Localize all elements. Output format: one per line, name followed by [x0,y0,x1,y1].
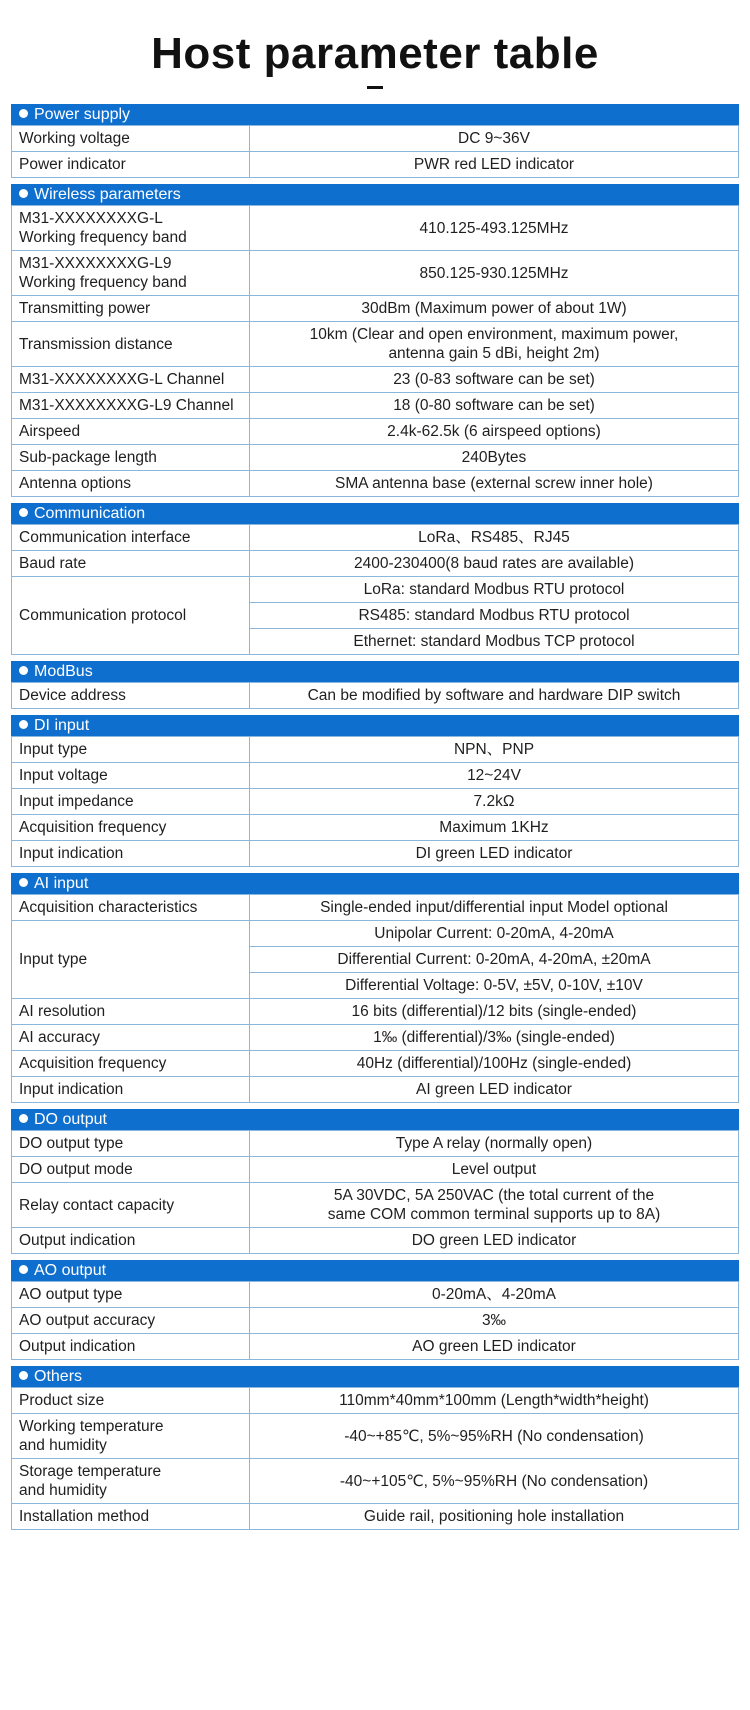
cell-text: Input type [19,741,88,758]
table-row [12,999,739,1025]
cell-text: DI green LED indicator [415,845,573,862]
parameter-value [250,445,739,471]
parameter-label [12,551,250,577]
parameter-label [12,1077,250,1103]
section-wireless-parameters [11,184,739,497]
cell-text: Guide rail, positioning hole installation [363,1508,625,1525]
cell-text: and humidity [19,1437,107,1454]
parameter-label [12,683,250,709]
cell-text: antenna gain 5 dBi, height 2m) [388,345,600,362]
section-others [11,1366,739,1530]
parameter-label [12,763,250,789]
parameter-value [250,322,739,367]
cell-text: Communication interface [19,529,191,546]
parameter-value [250,1308,739,1334]
table-row [12,367,739,393]
table-row [12,206,739,251]
parameter-value [250,1025,739,1051]
parameter-label [12,445,250,471]
bullet-icon [19,666,28,675]
table-row [12,322,739,367]
cell-text: -40~+85℃, 5%~95%RH (No condensation) [344,1427,644,1445]
cell-text: M31-XXXXXXXXG-L9 [19,255,172,272]
cell-text: 850.125-930.125MHz [419,264,569,282]
parameter-value [250,206,739,251]
table-row [12,1414,739,1459]
parameter-label [12,1282,250,1308]
cell-text: Acquisition characteristics [19,899,198,916]
parameter-label [12,1051,250,1077]
cell-text: Type A relay (normally open) [395,1135,593,1152]
table-row [12,683,739,709]
cell-text: -40~+105℃, 5%~95%RH (No condensation) [339,1472,649,1490]
parameter-value [250,1282,739,1308]
parameter-table [11,736,739,867]
section-ao-output [11,1260,739,1360]
cell-text: SMA antenna base (external screw inner hole) [335,475,653,492]
cell-text: Maximum 1KHz [439,819,549,836]
parameter-label [12,815,250,841]
section-title: Communication [34,505,146,522]
parameter-value [250,1131,739,1157]
table-row [12,737,739,763]
cell-text: Working temperature [19,1418,164,1435]
table-row [12,815,739,841]
parameter-value [250,1504,739,1530]
parameter-value [250,1459,739,1504]
section-ai-input [11,873,739,1103]
cell-text: AI resolution [19,1003,106,1020]
cell-text: 110mm*40mm*100mm (Length*width*height) [339,1392,649,1409]
parameter-label [12,789,250,815]
cell-text: Storage temperature [19,1463,162,1480]
parameter-value [250,921,739,947]
cell-text: Output indication [19,1232,136,1249]
section-title: Wireless parameters [34,186,181,203]
parameter-value [250,1157,739,1183]
cell-text: Communication protocol [19,607,187,624]
table-row [12,1228,739,1254]
parameter-label [12,251,250,296]
parameter-value [250,577,739,603]
cell-text: Working frequency band [19,274,187,291]
cell-text: Input indication [19,845,124,862]
parameter-label [12,1388,250,1414]
parameter-label [12,525,250,551]
section-header [11,1260,739,1281]
cell-text: Unipolar Current: 0-20mA, 4-20mA [374,925,614,942]
parameter-label [12,367,250,393]
parameter-value [250,126,739,152]
cell-text: Input impedance [19,793,134,810]
parameter-label [12,1228,250,1254]
cell-text: 2.4k-62.5k (6 airspeed options) [387,423,601,440]
parameter-value [250,1051,739,1077]
table-row [12,921,739,947]
table-row [12,763,739,789]
parameter-label [12,1504,250,1530]
parameter-label [12,895,250,921]
cell-text: Input indication [19,1081,124,1098]
section-header [11,104,739,125]
cell-text: 2400-230400(8 baud rates are available) [353,555,635,572]
parameter-value [250,841,739,867]
cell-text: Input voltage [19,767,108,784]
parameter-table [11,524,739,655]
table-row [12,577,739,603]
table-row [12,393,739,419]
parameter-label [12,1157,250,1183]
parameter-value [250,419,739,445]
parameter-label [12,1183,250,1228]
parameter-value [250,947,739,973]
section-power-supply [11,104,739,178]
cell-text: AO output accuracy [19,1312,156,1329]
parameter-value [250,1228,739,1254]
cell-text: same COM common terminal supports up to 8A) [327,1206,661,1223]
parameter-label [12,393,250,419]
cell-text: 5A 30VDC, 5A 250VAC (the total current of the [333,1187,655,1204]
cell-text: 30dBm (Maximum power of about 1W) [361,300,627,317]
parameter-value [250,1077,739,1103]
cell-text: Transmission distance [19,335,173,353]
cell-text: 18 (0-80 software can be set) [393,397,595,414]
table-row [12,1308,739,1334]
parameter-value [250,1334,739,1360]
cell-text: Acquisition frequency [19,819,167,836]
cell-text: LoRa、RS485、RJ45 [418,529,570,546]
section-communication [11,503,739,655]
table-row [12,841,739,867]
cell-text: Power indicator [19,156,126,173]
parameter-label [12,737,250,763]
parameter-label [12,999,250,1025]
table-row [12,445,739,471]
parameter-label [12,841,250,867]
bullet-icon [19,720,28,729]
parameter-label [12,1414,250,1459]
cell-text: 410.125-493.125MHz [419,219,569,237]
parameter-label [12,471,250,497]
parameter-value [250,551,739,577]
section-header [11,1366,739,1387]
cell-text: M31-XXXXXXXXG-L Channel [19,371,225,388]
bullet-icon [19,109,28,118]
parameter-table [11,1387,739,1530]
parameter-label [12,1025,250,1051]
cell-text: 240Bytes [461,449,527,466]
cell-text: Transmitting power [19,300,151,317]
bullet-icon [19,508,28,517]
cell-text: NPN、PNP [453,741,535,758]
parameter-table [11,205,739,497]
parameter-value [250,603,739,629]
cell-text: Ethernet: standard Modbus TCP protocol [353,633,635,650]
cell-text: M31-XXXXXXXXG-L9 Channel [19,397,234,414]
section-title: AO output [34,1262,107,1279]
section-title: Others [34,1368,83,1385]
cell-text: Working voltage [19,130,130,147]
table-row [12,1025,739,1051]
cell-text: 23 (0-83 software can be set) [393,371,595,388]
cell-text: AO output type [19,1286,123,1303]
parameter-value [250,895,739,921]
section-do-output [11,1109,739,1254]
table-row [12,1282,739,1308]
cell-text: LoRa: standard Modbus RTU protocol [363,581,625,598]
parameter-value [250,525,739,551]
parameter-value [250,973,739,999]
table-row [12,1504,739,1530]
table-row [12,471,739,497]
section-title: Power supply [34,106,131,123]
cell-text: DO output mode [19,1161,133,1178]
parameter-table [11,1281,739,1360]
table-row [12,251,739,296]
page-title: Host parameter table [151,29,599,78]
section-header [11,873,739,894]
parameter-value [250,152,739,178]
cell-text: Airspeed [19,423,81,440]
parameter-value [250,393,739,419]
cell-text: 3‰ [481,1312,507,1329]
table-row [12,1077,739,1103]
section-title: DO output [34,1111,107,1128]
parameter-table [11,682,739,709]
cell-text: PWR red LED indicator [413,156,575,173]
bullet-icon [19,1371,28,1380]
table-row [12,152,739,178]
parameter-table [11,125,739,178]
bullet-icon [19,1265,28,1274]
cell-text: 10km (Clear and open environment, maximum power, [309,326,679,343]
cell-text: 0-20mA、4-20mA [431,1286,557,1303]
parameter-label [12,419,250,445]
cell-text: 40Hz (differential)/100Hz (single-ended) [356,1055,632,1072]
cell-text: DO green LED indicator [411,1232,577,1249]
cell-text: Differential Voltage: 0-5V, ±5V, 0-10V, ±10V [345,977,643,994]
bullet-icon [19,189,28,198]
section-header [11,1109,739,1130]
table-row [12,789,739,815]
cell-text: Differential Current: 0-20mA, 4-20mA, ±20mA [337,951,651,968]
cell-text: Acquisition frequency [19,1055,167,1072]
cell-text: Installation method [19,1508,150,1525]
parameter-label [12,296,250,322]
section-header [11,503,739,524]
cell-text: Level output [451,1161,537,1178]
table-row [12,126,739,152]
cell-text: Output indication [19,1338,136,1355]
cell-text: AI green LED indicator [416,1081,572,1098]
cell-text: DO output type [19,1135,124,1152]
section-header [11,715,739,736]
parameter-label [12,1131,250,1157]
cell-text: and humidity [19,1482,107,1499]
cell-text: M31-XXXXXXXXG-L [19,210,163,227]
parameter-value [250,763,739,789]
parameter-label [12,1459,250,1504]
cell-text: 12~24V [467,767,521,784]
parameter-label [12,322,250,367]
parameter-value [250,999,739,1025]
section-di-input [11,715,739,867]
section-title: ModBus [34,663,93,680]
table-row [12,296,739,322]
parameter-value [250,1183,739,1228]
parameter-value [250,1414,739,1459]
parameter-label [12,152,250,178]
cell-text: Antenna options [19,475,132,492]
parameter-value [250,629,739,655]
cell-text: Baud rate [19,555,87,572]
parameter-label [12,1308,250,1334]
parameter-value [250,367,739,393]
cell-text: 1‰ (differential)/3‰ (single-ended) [373,1029,615,1046]
parameter-label [12,206,250,251]
cell-text: Device address [19,687,126,704]
cell-text: AO green LED indicator [412,1338,576,1355]
cell-text: 7.2kΩ [473,793,515,810]
cell-text: Relay contact capacity [19,1196,175,1214]
parameter-label [12,1334,250,1360]
section-title: DI input [34,717,90,734]
table-row [12,895,739,921]
cell-text: 16 bits (differential)/12 bits (single-ended) [351,1003,637,1020]
parameter-table [11,1130,739,1254]
cell-text: Sub-package length [19,449,157,466]
parameter-value [250,251,739,296]
section-modbus [11,661,739,709]
parameter-value [250,815,739,841]
table-row [12,1131,739,1157]
cell-text: Single-ended input/differential input Model optional [320,899,668,916]
parameter-value [250,789,739,815]
table-row [12,1183,739,1228]
table-row [12,525,739,551]
cell-text: Product size [19,1392,105,1409]
cell-text: DC 9~36V [458,130,530,147]
parameter-table [11,894,739,1103]
section-header [11,184,739,205]
parameter-label [12,921,250,999]
parameter-value [250,471,739,497]
cell-text: AI accuracy [19,1029,100,1046]
table-row [12,1334,739,1360]
table-row [12,1388,739,1414]
title-underline [367,86,383,89]
table-row [12,551,739,577]
bullet-icon [19,1114,28,1123]
table-row [12,1051,739,1077]
cell-text: Input type [19,951,88,968]
table-row [12,1459,739,1504]
parameter-value [250,296,739,322]
section-header [11,661,739,682]
cell-text: Working frequency band [19,229,187,246]
bullet-icon [19,878,28,887]
parameter-value [250,1388,739,1414]
parameter-label [12,577,250,655]
cell-text: Can be modified by software and hardware DIP switch [307,687,681,704]
section-title: AI input [34,875,89,892]
parameter-tables [11,104,739,1536]
parameter-label [12,126,250,152]
table-row [12,1157,739,1183]
parameter-value [250,683,739,709]
parameter-value [250,737,739,763]
cell-text: RS485: standard Modbus RTU protocol [358,607,630,624]
table-row [12,419,739,445]
